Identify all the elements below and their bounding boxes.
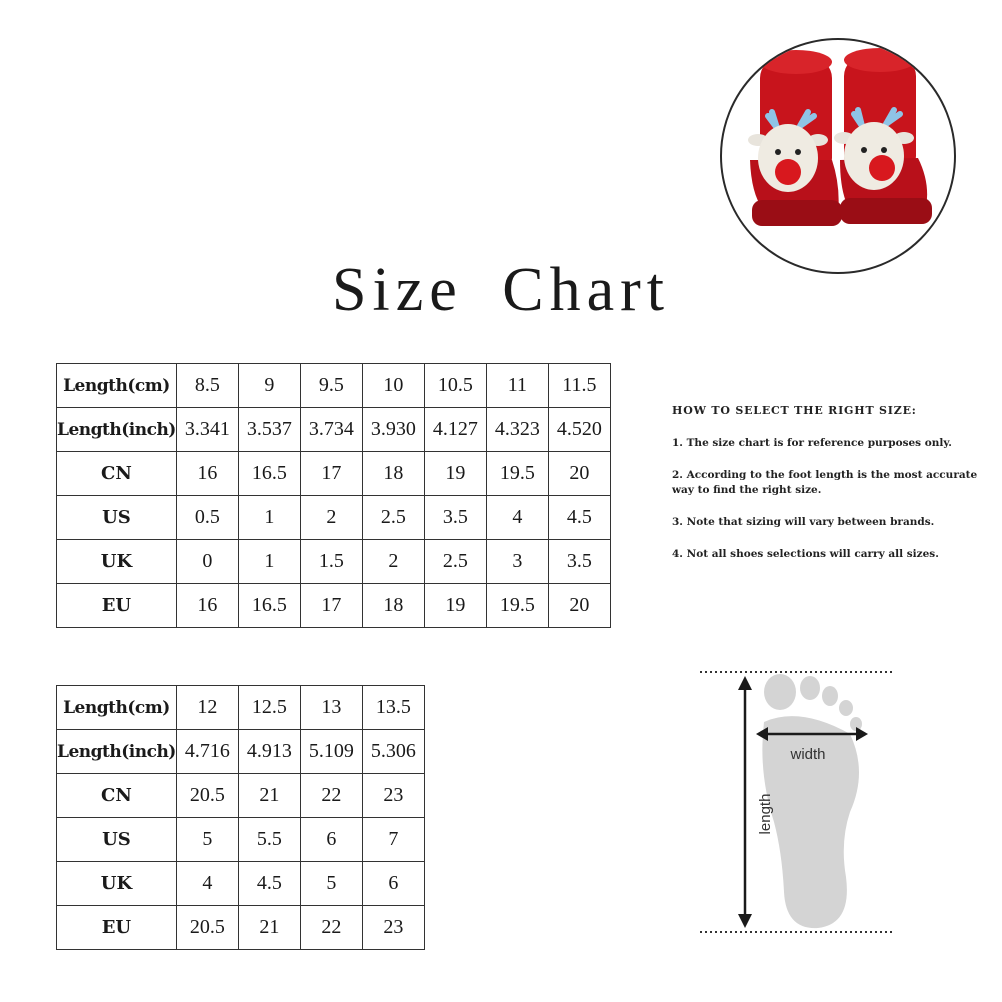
table-cell: 2	[362, 540, 424, 584]
table-cell: 22	[300, 774, 362, 818]
table-cell: 5	[300, 862, 362, 906]
table-cell: 11.5	[548, 364, 610, 408]
table-cell: 5.5	[238, 818, 300, 862]
foot-measure-diagram	[700, 662, 900, 942]
table-cell: 2.5	[424, 540, 486, 584]
row-label: Length(inch)	[57, 408, 177, 452]
table-cell: 3.734	[300, 408, 362, 452]
table-cell: 3	[486, 540, 548, 584]
table-cell: 3.930	[362, 408, 424, 452]
table-cell: 4.913	[238, 730, 300, 774]
table-cell: 21	[238, 774, 300, 818]
table-cell: 16.5	[238, 584, 300, 628]
reindeer-socks-image	[722, 40, 954, 272]
table-cell: 13.5	[362, 686, 424, 730]
table-cell: 19	[424, 452, 486, 496]
table-cell: 21	[238, 906, 300, 950]
table-row	[57, 906, 425, 950]
table-row	[57, 584, 611, 628]
table-cell: 10.5	[424, 364, 486, 408]
size-guide	[672, 404, 992, 579]
size-guide-point: 4. Not all shoes selections will carry all sizes.	[672, 548, 939, 560]
size-table-2	[56, 685, 425, 950]
table-cell: 0	[176, 540, 238, 584]
page-title: Size Chart	[332, 256, 670, 324]
table-cell: 3.537	[238, 408, 300, 452]
table-cell: 2	[300, 496, 362, 540]
table-cell: 5.306	[362, 730, 424, 774]
table-cell: 13	[300, 686, 362, 730]
table-cell: 2.5	[362, 496, 424, 540]
table-cell: 6	[362, 862, 424, 906]
row-label: UK	[57, 862, 177, 906]
table-cell: 16	[176, 584, 238, 628]
row-label: US	[57, 818, 177, 862]
table-row	[57, 540, 611, 584]
table-cell: 19.5	[486, 584, 548, 628]
table-cell: 1	[238, 496, 300, 540]
width-label: width	[790, 746, 826, 763]
table-row	[57, 452, 611, 496]
table-cell: 4	[486, 496, 548, 540]
table-cell: 1	[238, 540, 300, 584]
table-cell: 12.5	[238, 686, 300, 730]
product-photo	[720, 38, 956, 274]
table-cell: 20	[548, 452, 610, 496]
table-cell: 4.323	[486, 408, 548, 452]
table-cell: 17	[300, 584, 362, 628]
table-cell: 4	[176, 862, 238, 906]
row-label: Length(inch)	[57, 730, 177, 774]
row-label: US	[57, 496, 177, 540]
row-label: CN	[57, 774, 177, 818]
table-cell: 20.5	[176, 906, 238, 950]
table-row	[57, 862, 425, 906]
table-cell: 3.5	[548, 540, 610, 584]
size-table-1	[56, 363, 611, 628]
table-cell: 11	[486, 364, 548, 408]
table-cell: 20	[548, 584, 610, 628]
table-cell: 19.5	[486, 452, 548, 496]
table-row	[57, 686, 425, 730]
size-guide-heading: HOW TO SELECT THE RIGHT SIZE:	[672, 404, 917, 417]
table-cell: 17	[300, 452, 362, 496]
table-row	[57, 496, 611, 540]
table-cell: 9.5	[300, 364, 362, 408]
table-cell: 4.127	[424, 408, 486, 452]
table-cell: 20.5	[176, 774, 238, 818]
table-cell: 19	[424, 584, 486, 628]
table-cell: 23	[362, 906, 424, 950]
table-row	[57, 408, 611, 452]
table-cell: 1.5	[300, 540, 362, 584]
row-label: EU	[57, 584, 177, 628]
table-cell: 22	[300, 906, 362, 950]
table-row	[57, 730, 425, 774]
table-cell: 23	[362, 774, 424, 818]
size-guide-point: 1. The size chart is for reference purposes only.	[672, 437, 952, 449]
table-cell: 5	[176, 818, 238, 862]
table-cell: 10	[362, 364, 424, 408]
table-row	[57, 364, 611, 408]
row-label: Length(cm)	[57, 686, 177, 730]
table-cell: 0.5	[176, 496, 238, 540]
table-cell: 12	[176, 686, 238, 730]
table-cell: 9	[238, 364, 300, 408]
table-cell: 7	[362, 818, 424, 862]
table-cell: 4.5	[548, 496, 610, 540]
table-cell: 8.5	[176, 364, 238, 408]
table-cell: 4.520	[548, 408, 610, 452]
table-cell: 5.109	[300, 730, 362, 774]
row-label: UK	[57, 540, 177, 584]
size-guide-point: 3. Note that sizing will vary between brands.	[672, 516, 935, 528]
table-cell: 16	[176, 452, 238, 496]
length-label: length	[757, 793, 774, 835]
table-row	[57, 818, 425, 862]
table-cell: 4.716	[176, 730, 238, 774]
table-cell: 6	[300, 818, 362, 862]
table-cell: 3.341	[176, 408, 238, 452]
table-cell: 16.5	[238, 452, 300, 496]
table-cell: 3.5	[424, 496, 486, 540]
table-cell: 18	[362, 584, 424, 628]
foot-icon	[762, 674, 862, 928]
row-label: CN	[57, 452, 177, 496]
table-cell: 18	[362, 452, 424, 496]
row-label: EU	[57, 906, 177, 950]
row-label: Length(cm)	[57, 364, 177, 408]
table-row	[57, 774, 425, 818]
size-guide-point: 2. According to the foot length is the most accurate way to find the right size.	[672, 469, 978, 496]
table-cell: 4.5	[238, 862, 300, 906]
